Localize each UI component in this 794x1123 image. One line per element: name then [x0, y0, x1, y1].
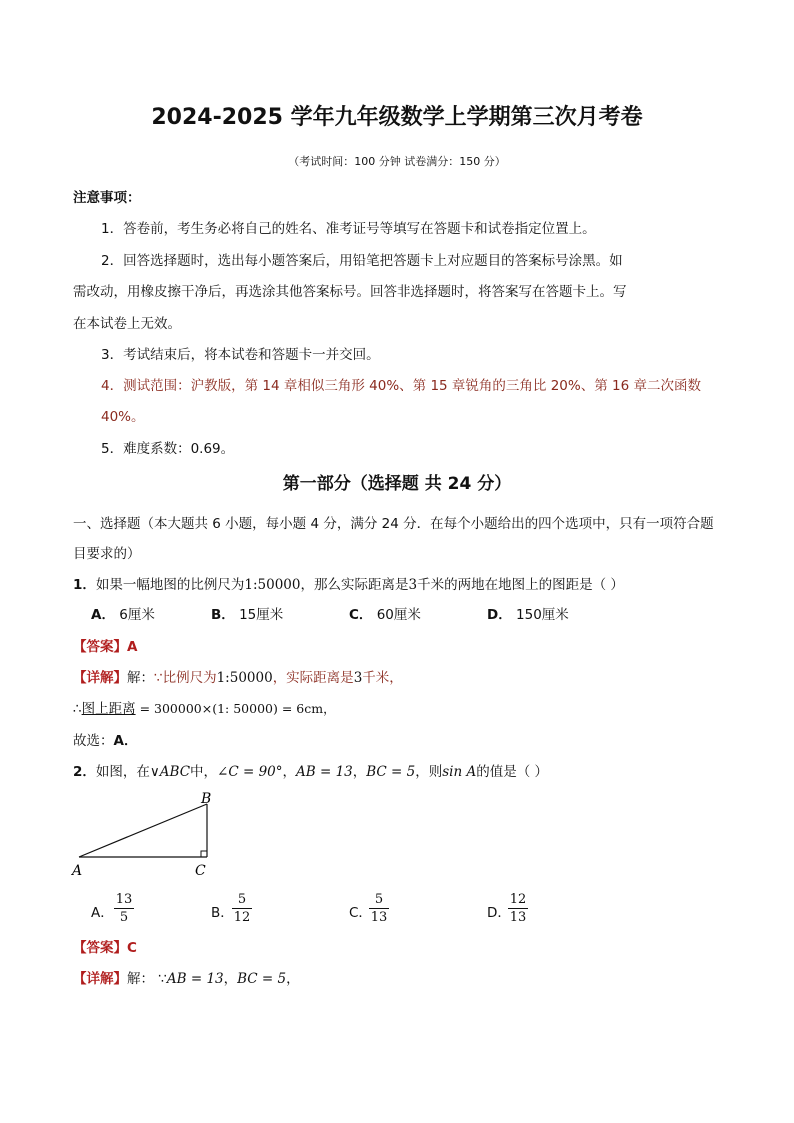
triangle-symbol: ∨	[149, 764, 160, 780]
question-1-number: 1．	[73, 577, 96, 593]
q2-detail: 【详解】解： ∵AB = 13，BC = 5，	[73, 971, 300, 987]
q2-option-b-label: B．	[211, 905, 234, 921]
paper-title: 2024-2025 学年九年级数学上学期第三次月考卷	[151, 105, 643, 130]
notice-item-1: 1．答卷前，考生务必将自己的姓名、准考证号等填写在答题卡和试卷指定位置上。	[101, 221, 596, 237]
question-1-stem: 1．如果一幅地图的比例尺为1:50000，那么实际距离是3千米的两地在地图上的图距是（ ）	[73, 577, 624, 593]
q2-option-d[interactable]: 12 13	[509, 892, 527, 925]
q2-option-d-label: D．	[487, 905, 511, 921]
q1-answer: 【答案】A	[73, 639, 138, 655]
q2-option-c-label: C．	[349, 905, 372, 921]
q2-answer: 【答案】C	[73, 940, 137, 956]
q1-option-c[interactable]: C． 60厘米	[349, 607, 421, 623]
q2-option-a[interactable]: 13 5	[115, 892, 133, 925]
notice-heading: 注意事项：	[73, 190, 141, 206]
q1-option-a[interactable]: A． 6厘米	[91, 607, 155, 623]
vertex-a-label: A	[72, 863, 83, 879]
q1-detail: 【详解】解：∵比例尺为1:50000，实际距离是3千米，	[73, 670, 403, 686]
notice-item-4-line-2: 40%。	[101, 409, 145, 425]
triangle-figure	[66, 786, 226, 882]
section-intro-line-1: 一、选择题（本大题共 6 小题，每小题 4 分，满分 24 分．在每个小题给出的四个选项中，只有一项符合题	[73, 516, 714, 532]
question-2-stem: 2．如图，在∨ABC中，∠C = 90°，AB = 13，BC = 5，则sin A的值是（ ）	[73, 764, 549, 780]
notice-item-2-line-2: 需改动，用橡皮擦干净后，再选涂其他答案标号。回答非选择题时，将答案写在答题卡上。写	[73, 284, 627, 300]
scale-ratio: 1:50000	[244, 577, 301, 593]
q1-calculation: ∴图上距离 = 300000×(1: 50000) = 6cm，	[73, 701, 336, 717]
q1-option-b[interactable]: B． 15厘米	[211, 607, 284, 623]
notice-item-3: 3．考试结束后，将本试卷和答题卡一并交回。	[101, 347, 380, 363]
vertex-b-label: B	[201, 791, 212, 807]
paper-subtitle: （考试时间：100 分钟 试卷满分：150 分）	[288, 155, 506, 168]
section-title: 第一部分（选择题 共 24 分）	[282, 474, 512, 494]
q1-conclusion: 故选：A．	[73, 733, 138, 749]
q1-option-d[interactable]: D． 150厘米	[487, 607, 569, 623]
section-intro-line-2: 目要求的）	[73, 546, 141, 562]
vertex-c-label: C	[195, 863, 206, 879]
notice-item-4-line-1: 4．测试范围：沪教版，第 14 章相似三角形 40%、第 15 章锐角的三角比 20%、第 16 章二次函数	[101, 378, 701, 394]
notice-item-2-line-3: 在本试卷上无效。	[73, 316, 181, 332]
notice-item-5: 5．难度系数：0.69。	[101, 441, 235, 457]
q2-option-b[interactable]: 5 12	[233, 892, 251, 925]
notice-item-2-line-1: 2．回答选择题时，选出每小题答案后，用铅笔把答题卡上对应题目的答案标号涂黑。如	[101, 253, 623, 269]
side-ab	[79, 804, 207, 857]
question-2-number: 2．	[73, 764, 96, 780]
right-angle-mark	[201, 851, 207, 857]
q2-option-c[interactable]: 5 13	[370, 892, 388, 925]
q2-option-a-label: A．	[91, 905, 114, 921]
